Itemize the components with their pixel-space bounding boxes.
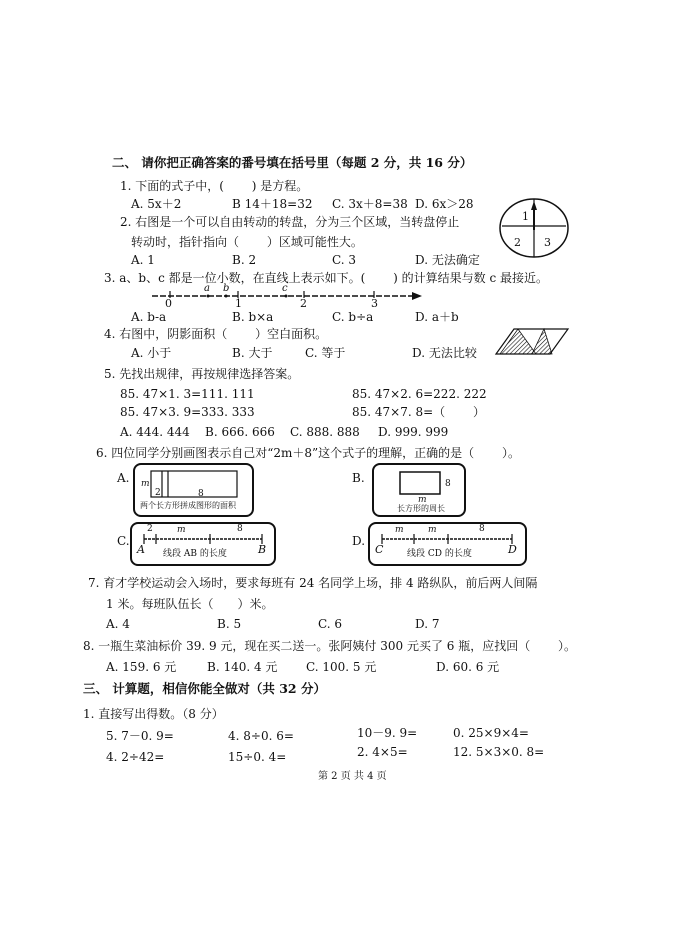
calc-item: 4. 8÷0. 6= [228,729,294,743]
tick-label-3: 3 [371,297,378,310]
option-c-B: B [258,543,267,556]
spinner-label-3: 3 [544,236,551,249]
point-label-b: b [223,283,230,294]
option-c: C. 888. 888 [290,425,360,439]
option-b: B. 666. 666 [205,425,275,439]
option-c-A: A [137,543,145,556]
question-1: 1. 直接写出得数。（8 分） [83,707,224,721]
option-c-segment [140,533,266,545]
option-c: C. 等于 [305,346,346,360]
option-a: A. 小于 [131,346,172,360]
pattern-equation-2: 85. 47×2. 6=222. 222 [352,387,487,401]
point-label-c: c [282,283,288,294]
option-c: C. 3x＋8=38 [332,197,408,211]
question-2: 2. 右图是一个可以自由转动的转盘，分为三个区域，当转盘停止 [120,215,460,229]
question-1: 1. 下面的式子中，( ) 是方程。 [120,179,309,193]
option-d-C: C [375,543,384,556]
option-a-m: m [141,479,150,489]
tick-label-0: 0 [165,297,172,310]
spinner-label-2: 2 [514,236,521,249]
option-a: A. b-a [131,310,167,324]
option-a-2: 2 [155,488,161,498]
calc-item: 4. 2÷42= [106,750,165,764]
shaded-parallelogram-figure [494,327,572,357]
section-title: 二、 请你把正确答案的番号填在括号里（每题 2 分，共 16 分） [112,155,473,170]
question-6: 6. 四位同学分别画图表示自己对“2m＋8”这个式子的理解，正确的是（ ）。 [96,446,520,460]
option-d-label: D. [352,534,366,548]
option-a: A. 1 [131,253,155,267]
option-b: B. b×a [232,310,274,324]
tick-label-1: 1 [235,297,242,310]
option-b: B. 140. 4 元 [207,660,278,674]
option-a: A. 444. 444 [120,425,190,439]
option-d-8: 8 [479,524,485,534]
tick-label-2: 2 [300,297,307,310]
option-b: B. 2 [232,253,257,267]
question-2-line2: 转动时，指针指向（ ）区域可能性大。 [131,235,363,249]
calc-item: 5. 7－0. 9= [106,729,174,743]
option-a-8: 8 [198,489,204,499]
option-b-8: 8 [445,479,451,489]
question-7: 7. 育才学校运动会入场时，要求每班有 24 名同学上场，排 4 路纵队，前后两人间隔 [88,576,538,590]
calc-item: 2. 4×5= [357,745,408,759]
option-b-m: m [418,495,427,505]
option-a: A. 4 [106,617,130,631]
calc-item: 15÷0. 4= [228,750,287,764]
option-b: B. 5 [217,617,242,631]
pattern-equation-1: 85. 47×1. 3=111. 111 [120,387,255,401]
option-a-rectangles [150,470,240,500]
option-c-8: 8 [237,524,243,534]
option-d: D. 无法比较 [412,346,477,360]
option-c: C. b÷a [332,310,374,324]
option-d-D: D [508,543,517,556]
option-c: C. 100. 5 元 [306,660,377,674]
option-c-m: m [177,525,186,535]
point-label-a: a [204,283,210,294]
option-c: C. 3 [332,253,357,267]
option-b: B 14＋18=32 [232,197,313,211]
option-d: D. 60. 6 元 [436,660,500,674]
option-c-label: C. [117,534,130,548]
calc-item: 12. 5×3×0. 8= [453,745,545,759]
option-b: B. 大于 [232,346,273,360]
calc-item: 10－9. 9= [357,726,418,740]
option-d-caption: 线段 CD 的长度 [407,549,472,559]
spinner-label-1: 1 [522,210,529,223]
option-b-rectangle [399,471,443,497]
pattern-equation-4: 85. 47×7. 8=（ ） [352,405,485,419]
question-7-line2: 1 米。每班队伍长（ ）米。 [106,597,274,611]
option-d: D. 999. 999 [378,425,449,439]
option-d: D. 7 [415,617,440,631]
option-d: D. 6x＞28 [415,197,474,211]
question-5: 5. 先找出规律，再按规律选择答案。 [104,367,300,381]
option-d: D. a＋b [415,310,459,324]
option-a-label: A. [117,471,130,485]
question-4: 4. 右图中，阴影面积（ ）空白面积。 [104,327,328,341]
option-c: C. 6 [318,617,343,631]
number-line [152,283,424,308]
option-a: A. 5x＋2 [131,197,182,211]
question-8: 8. 一瓶生菜油标价 39. 9 元，现在买二送一。张阿姨付 300 元买了 6 瓶，应找回（ ）。 [83,639,577,653]
option-b-label: B. [352,471,365,485]
pattern-equation-3: 85. 47×3. 9=333. 333 [120,405,255,419]
option-d-m1: m [395,525,404,535]
option-d: D. 无法确定 [415,253,480,267]
option-a-caption: 两个长方形拼成图形的面积 [140,501,236,510]
calc-item: 0. 25×9×4= [453,726,529,740]
option-d-m2: m [428,525,437,535]
option-c-2: 2 [147,524,153,534]
question-3: 3. a、b、c 都是一位小数，在直线上表示如下。( ) 的计算结果与数 c 最接近。 [104,271,548,285]
spinner-figure [496,196,576,264]
section-title: 三、 计算题，相信你能全做对（共 32 分） [83,681,326,696]
option-a: A. 159. 6 元 [106,660,177,674]
page-footer: 第 2 页 共 4 页 [318,771,387,782]
option-b-caption: 长方形的周长 [397,504,445,513]
option-c-caption: 线段 AB 的长度 [163,549,227,559]
